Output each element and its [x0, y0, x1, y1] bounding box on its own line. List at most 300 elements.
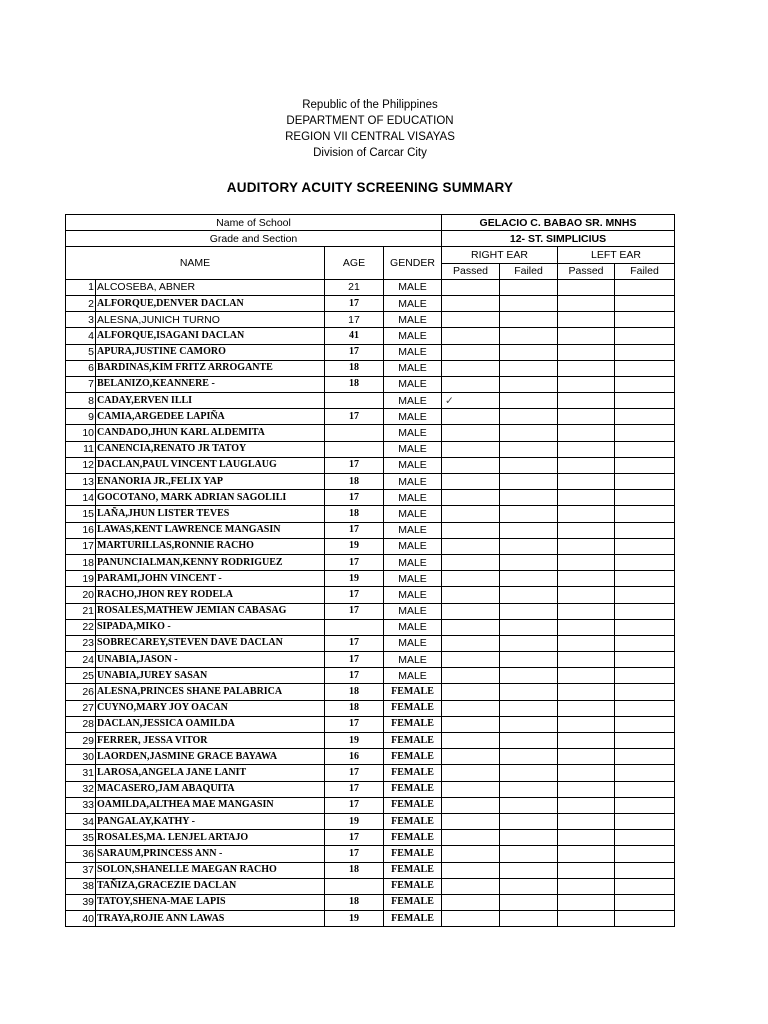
- student-gender: FEMALE: [384, 749, 442, 765]
- student-row: [66, 295, 675, 311]
- row-number: 33: [66, 797, 96, 813]
- student-gender: MALE: [384, 279, 442, 295]
- student-name: RACHO,JHON REY RODELA: [96, 587, 325, 603]
- right-ear-passed-cell: [442, 328, 500, 344]
- left-ear-failed-cell: [615, 376, 675, 392]
- student-row: [66, 554, 675, 570]
- student-age: 17: [325, 603, 384, 619]
- document-title: AUDITORY ACUITY SCREENING SUMMARY: [226, 180, 514, 195]
- left-passed-header: Passed: [558, 263, 615, 279]
- header-division: Division of Carcar City: [313, 147, 427, 159]
- age-header: AGE: [325, 247, 384, 279]
- left-ear-passed-cell: [558, 554, 615, 570]
- student-age: 18: [325, 684, 384, 700]
- left-ear-passed-cell: [558, 506, 615, 522]
- student-row: [66, 490, 675, 506]
- student-gender: MALE: [384, 538, 442, 554]
- left-ear-failed-cell: [615, 409, 675, 425]
- left-ear-passed-cell: [558, 522, 615, 538]
- student-row: [66, 474, 675, 490]
- right-ear-failed-cell: [500, 571, 558, 587]
- left-ear-passed-cell: [558, 894, 615, 910]
- student-name: OAMILDA,ALTHEA MAE MANGASIN: [96, 797, 325, 813]
- student-row: [66, 522, 675, 538]
- student-name: TAÑIZA,GRACEZIE DACLAN: [96, 878, 325, 894]
- row-number: 5: [66, 344, 96, 360]
- student-age: 17: [325, 409, 384, 425]
- left-ear-failed-cell: [615, 862, 675, 878]
- student-name: PARAMI,JOHN VINCENT -: [96, 571, 325, 587]
- student-name: ROSALES,MA. LENJEL ARTAJO: [96, 830, 325, 846]
- right-ear-passed-cell: [442, 652, 500, 668]
- right-ear-passed-cell: [442, 813, 500, 829]
- left-ear-failed-cell: [615, 393, 675, 409]
- student-gender: MALE: [384, 360, 442, 376]
- student-name: FERRER, JESSA VITOR: [96, 733, 325, 749]
- student-gender: FEMALE: [384, 894, 442, 910]
- student-age: 17: [325, 554, 384, 570]
- student-age: 17: [325, 652, 384, 668]
- row-number: 2: [66, 295, 96, 311]
- left-ear-passed-cell: [558, 360, 615, 376]
- right-ear-failed-cell: [500, 295, 558, 311]
- student-gender: MALE: [384, 619, 442, 635]
- student-gender: FEMALE: [384, 862, 442, 878]
- student-gender: MALE: [384, 603, 442, 619]
- left-ear-passed-cell: [558, 781, 615, 797]
- student-age: 19: [325, 733, 384, 749]
- section-value: 12- ST. SIMPLICIUS: [442, 231, 675, 247]
- student-row: [66, 457, 675, 473]
- right-ear-header: RIGHT EAR: [442, 247, 558, 263]
- row-number: 12: [66, 457, 96, 473]
- right-ear-passed-cell: [442, 279, 500, 295]
- row-number: 37: [66, 862, 96, 878]
- student-row: [66, 425, 675, 441]
- student-gender: MALE: [384, 344, 442, 360]
- right-ear-passed-cell: [442, 911, 500, 927]
- student-gender: MALE: [384, 457, 442, 473]
- student-gender: MALE: [384, 652, 442, 668]
- student-name: BARDINAS,KIM FRITZ ARROGANTE: [96, 360, 325, 376]
- left-ear-passed-cell: [558, 668, 615, 684]
- left-ear-failed-cell: [615, 490, 675, 506]
- student-gender: MALE: [384, 506, 442, 522]
- row-number: 19: [66, 571, 96, 587]
- right-ear-passed-cell: [442, 700, 500, 716]
- right-ear-failed-cell: [500, 846, 558, 862]
- right-ear-passed-cell: [442, 312, 500, 328]
- student-age: 17: [325, 765, 384, 781]
- student-name: APURA,JUSTINE CAMORO: [96, 344, 325, 360]
- right-ear-passed-cell: [442, 765, 500, 781]
- row-number: 25: [66, 668, 96, 684]
- left-ear-passed-cell: [558, 765, 615, 781]
- student-row: [66, 781, 675, 797]
- student-age: 18: [325, 894, 384, 910]
- row-number: 39: [66, 894, 96, 910]
- student-age: 17: [325, 846, 384, 862]
- student-name: MACASERO,JAM ABAQUITA: [96, 781, 325, 797]
- student-row: [66, 813, 675, 829]
- left-ear-passed-cell: [558, 376, 615, 392]
- right-ear-passed-cell: [442, 425, 500, 441]
- left-ear-passed-cell: [558, 587, 615, 603]
- student-age: 18: [325, 506, 384, 522]
- left-ear-failed-cell: [615, 603, 675, 619]
- left-ear-passed-cell: [558, 538, 615, 554]
- student-gender: FEMALE: [384, 797, 442, 813]
- header-department: DEPARTMENT OF EDUCATION: [286, 115, 454, 127]
- student-row: [66, 700, 675, 716]
- row-number: 22: [66, 619, 96, 635]
- left-ear-passed-cell: [558, 635, 615, 651]
- student-name: GOCOTANO, MARK ADRIAN SAGOLILI: [96, 490, 325, 506]
- left-ear-passed-cell: [558, 813, 615, 829]
- right-ear-passed-cell: [442, 830, 500, 846]
- student-age: 17: [325, 312, 384, 328]
- student-age: 18: [325, 360, 384, 376]
- student-gender: FEMALE: [384, 716, 442, 732]
- right-ear-failed-cell: [500, 878, 558, 894]
- student-age: 17: [325, 797, 384, 813]
- row-number: 14: [66, 490, 96, 506]
- left-ear-failed-cell: [615, 878, 675, 894]
- student-name: LAORDEN,JASMINE GRACE BAYAWA: [96, 749, 325, 765]
- left-ear-failed-cell: [615, 522, 675, 538]
- left-ear-passed-cell: [558, 700, 615, 716]
- right-failed-header: Failed: [500, 263, 558, 279]
- student-name: ROSALES,MATHEW JEMIAN CABASAG: [96, 603, 325, 619]
- right-ear-passed-cell: ✓: [442, 393, 500, 409]
- student-name: UNABIA,JUREY SASAN: [96, 668, 325, 684]
- left-ear-failed-cell: [615, 360, 675, 376]
- right-ear-passed-cell: [442, 441, 500, 457]
- right-ear-passed-cell: [442, 490, 500, 506]
- right-ear-failed-cell: [500, 441, 558, 457]
- left-ear-failed-cell: [615, 846, 675, 862]
- student-gender: FEMALE: [384, 684, 442, 700]
- student-age: 17: [325, 781, 384, 797]
- student-gender: FEMALE: [384, 700, 442, 716]
- student-gender: MALE: [384, 522, 442, 538]
- student-name: ALFORQUE,ISAGANI DACLAN: [96, 328, 325, 344]
- right-ear-passed-cell: [442, 587, 500, 603]
- right-ear-failed-cell: [500, 506, 558, 522]
- left-ear-passed-cell: [558, 733, 615, 749]
- student-gender: FEMALE: [384, 911, 442, 927]
- student-row: [66, 571, 675, 587]
- right-ear-failed-cell: [500, 813, 558, 829]
- right-ear-passed-cell: [442, 538, 500, 554]
- student-name: CUYNO,MARY JOY OACAN: [96, 700, 325, 716]
- left-ear-passed-cell: [558, 328, 615, 344]
- student-row: [66, 652, 675, 668]
- row-number: 28: [66, 716, 96, 732]
- student-gender: MALE: [384, 376, 442, 392]
- right-ear-failed-cell: [500, 716, 558, 732]
- row-number: 7: [66, 376, 96, 392]
- right-ear-failed-cell: [500, 425, 558, 441]
- left-ear-passed-cell: [558, 652, 615, 668]
- student-gender: MALE: [384, 554, 442, 570]
- left-ear-failed-cell: [615, 619, 675, 635]
- right-ear-passed-cell: [442, 360, 500, 376]
- left-ear-passed-cell: [558, 312, 615, 328]
- student-row: [66, 279, 675, 295]
- right-ear-failed-cell: [500, 749, 558, 765]
- left-ear-failed-cell: [615, 781, 675, 797]
- school-value: GELACIO C. BABAO SR. MNHS: [442, 215, 675, 231]
- section-row: [66, 231, 675, 247]
- right-ear-passed-cell: [442, 474, 500, 490]
- right-ear-failed-cell: [500, 652, 558, 668]
- right-ear-failed-cell: [500, 328, 558, 344]
- right-ear-failed-cell: [500, 474, 558, 490]
- right-ear-passed-cell: [442, 619, 500, 635]
- student-row: [66, 797, 675, 813]
- header-region: REGION VII CENTRAL VISAYAS: [285, 131, 455, 143]
- right-ear-passed-cell: [442, 733, 500, 749]
- student-age: 18: [325, 474, 384, 490]
- student-name: ALESNA,PRINCES SHANE PALABRICA: [96, 684, 325, 700]
- right-ear-passed-cell: [442, 846, 500, 862]
- student-age: 17: [325, 522, 384, 538]
- right-ear-failed-cell: [500, 360, 558, 376]
- student-row: [66, 749, 675, 765]
- right-ear-failed-cell: [500, 603, 558, 619]
- student-row: [66, 376, 675, 392]
- left-ear-passed-cell: [558, 797, 615, 813]
- student-row: [66, 635, 675, 651]
- student-row: [66, 538, 675, 554]
- right-ear-failed-cell: [500, 538, 558, 554]
- left-ear-failed-cell: [615, 344, 675, 360]
- right-ear-passed-cell: [442, 797, 500, 813]
- student-gender: MALE: [384, 668, 442, 684]
- right-ear-failed-cell: [500, 830, 558, 846]
- row-number: 8: [66, 393, 96, 409]
- left-failed-header: Failed: [615, 263, 675, 279]
- left-ear-failed-cell: [615, 797, 675, 813]
- right-ear-passed-cell: [442, 522, 500, 538]
- row-number: 1: [66, 279, 96, 295]
- left-ear-failed-cell: [615, 684, 675, 700]
- student-age: 18: [325, 700, 384, 716]
- left-ear-failed-cell: [615, 635, 675, 651]
- right-ear-passed-cell: [442, 749, 500, 765]
- student-gender: MALE: [384, 393, 442, 409]
- student-row: [66, 668, 675, 684]
- student-gender: FEMALE: [384, 878, 442, 894]
- left-ear-failed-cell: [615, 652, 675, 668]
- right-ear-passed-cell: [442, 668, 500, 684]
- left-ear-passed-cell: [558, 603, 615, 619]
- student-row: [66, 894, 675, 910]
- left-ear-failed-cell: [615, 716, 675, 732]
- row-number: 13: [66, 474, 96, 490]
- right-ear-passed-cell: [442, 409, 500, 425]
- student-gender: MALE: [384, 441, 442, 457]
- student-age: [325, 441, 384, 457]
- left-ear-failed-cell: [615, 554, 675, 570]
- row-number: 31: [66, 765, 96, 781]
- student-row: [66, 830, 675, 846]
- left-ear-failed-cell: [615, 312, 675, 328]
- row-number: 20: [66, 587, 96, 603]
- student-name: SOBRECAREY,STEVEN DAVE DACLAN: [96, 635, 325, 651]
- row-number: 4: [66, 328, 96, 344]
- right-ear-passed-cell: [442, 344, 500, 360]
- right-ear-failed-cell: [500, 393, 558, 409]
- right-ear-failed-cell: [500, 700, 558, 716]
- student-name: PANGALAY,KATHY -: [96, 813, 325, 829]
- student-age: 17: [325, 457, 384, 473]
- left-ear-failed-cell: [615, 813, 675, 829]
- row-number: 10: [66, 425, 96, 441]
- left-ear-passed-cell: [558, 571, 615, 587]
- column-header-row: [66, 247, 675, 263]
- row-number: 18: [66, 554, 96, 570]
- student-name: DACLAN,PAUL VINCENT LAUGLAUG: [96, 457, 325, 473]
- left-ear-failed-cell: [615, 295, 675, 311]
- student-name: CANENCIA,RENATO JR TATOY: [96, 441, 325, 457]
- right-ear-failed-cell: [500, 554, 558, 570]
- row-number: 38: [66, 878, 96, 894]
- student-name: CANDADO,JHUN KARL ALDEMITA: [96, 425, 325, 441]
- student-name: MARTURILLAS,RONNIE RACHO: [96, 538, 325, 554]
- student-age: 17: [325, 587, 384, 603]
- student-age: [325, 393, 384, 409]
- student-name: DACLAN,JESSICA OAMILDA: [96, 716, 325, 732]
- row-number: 21: [66, 603, 96, 619]
- row-number: 23: [66, 635, 96, 651]
- student-gender: MALE: [384, 490, 442, 506]
- left-ear-failed-cell: [615, 538, 675, 554]
- row-number: 6: [66, 360, 96, 376]
- left-ear-passed-cell: [558, 490, 615, 506]
- student-name: UNABIA,JASON -: [96, 652, 325, 668]
- right-ear-failed-cell: [500, 911, 558, 927]
- right-ear-failed-cell: [500, 781, 558, 797]
- row-number: 32: [66, 781, 96, 797]
- student-age: 21: [325, 279, 384, 295]
- left-ear-passed-cell: [558, 457, 615, 473]
- row-number: 40: [66, 911, 96, 927]
- left-ear-header: LEFT EAR: [558, 247, 675, 263]
- left-ear-passed-cell: [558, 846, 615, 862]
- right-ear-failed-cell: [500, 490, 558, 506]
- right-ear-failed-cell: [500, 312, 558, 328]
- student-name: TRAYA,ROJIE ANN LAWAS: [96, 911, 325, 927]
- student-age: 16: [325, 749, 384, 765]
- student-age: 17: [325, 295, 384, 311]
- left-ear-failed-cell: [615, 506, 675, 522]
- left-ear-failed-cell: [615, 571, 675, 587]
- student-name: ALESNA,JUNICH TURNO: [96, 312, 325, 328]
- right-ear-passed-cell: [442, 506, 500, 522]
- row-number: 36: [66, 846, 96, 862]
- student-row: [66, 441, 675, 457]
- row-number: 16: [66, 522, 96, 538]
- right-ear-passed-cell: [442, 878, 500, 894]
- student-gender: FEMALE: [384, 813, 442, 829]
- student-age: 17: [325, 830, 384, 846]
- student-gender: FEMALE: [384, 765, 442, 781]
- student-gender: MALE: [384, 587, 442, 603]
- left-ear-passed-cell: [558, 749, 615, 765]
- right-ear-passed-cell: [442, 603, 500, 619]
- screening-table: [65, 214, 675, 927]
- student-name: LAROSA,ANGELA JANE LANIT: [96, 765, 325, 781]
- left-ear-passed-cell: [558, 279, 615, 295]
- right-ear-passed-cell: [442, 554, 500, 570]
- student-row: [66, 409, 675, 425]
- student-name: LAÑA,JHUN LISTER TEVES: [96, 506, 325, 522]
- student-age: 17: [325, 668, 384, 684]
- student-age: [325, 878, 384, 894]
- right-ear-failed-cell: [500, 797, 558, 813]
- student-age: 18: [325, 862, 384, 878]
- right-ear-passed-cell: [442, 781, 500, 797]
- right-ear-failed-cell: [500, 635, 558, 651]
- right-ear-failed-cell: [500, 765, 558, 781]
- row-number: 30: [66, 749, 96, 765]
- document-header: [0, 97, 740, 161]
- student-age: [325, 619, 384, 635]
- right-ear-failed-cell: [500, 862, 558, 878]
- student-age: 19: [325, 911, 384, 927]
- right-ear-failed-cell: [500, 457, 558, 473]
- row-number: 17: [66, 538, 96, 554]
- row-number: 27: [66, 700, 96, 716]
- left-ear-passed-cell: [558, 425, 615, 441]
- right-ear-passed-cell: [442, 862, 500, 878]
- right-ear-passed-cell: [442, 716, 500, 732]
- right-ear-failed-cell: [500, 344, 558, 360]
- row-number: 29: [66, 733, 96, 749]
- right-ear-failed-cell: [500, 409, 558, 425]
- left-ear-failed-cell: [615, 749, 675, 765]
- student-age: 19: [325, 571, 384, 587]
- left-ear-passed-cell: [558, 344, 615, 360]
- student-gender: MALE: [384, 635, 442, 651]
- left-ear-passed-cell: [558, 441, 615, 457]
- right-ear-passed-cell: [442, 376, 500, 392]
- student-name: ALFORQUE,DENVER DACLAN: [96, 295, 325, 311]
- left-ear-failed-cell: [615, 700, 675, 716]
- student-row: [66, 862, 675, 878]
- student-gender: MALE: [384, 312, 442, 328]
- right-ear-passed-cell: [442, 684, 500, 700]
- student-gender: MALE: [384, 328, 442, 344]
- student-gender: MALE: [384, 571, 442, 587]
- student-gender: MALE: [384, 425, 442, 441]
- student-name: SARAUM,PRINCESS ANN -: [96, 846, 325, 862]
- student-row: [66, 765, 675, 781]
- student-row: [66, 344, 675, 360]
- right-ear-passed-cell: [442, 571, 500, 587]
- row-number: 9: [66, 409, 96, 425]
- right-ear-failed-cell: [500, 894, 558, 910]
- right-ear-failed-cell: [500, 684, 558, 700]
- student-age: 19: [325, 538, 384, 554]
- left-ear-passed-cell: [558, 409, 615, 425]
- left-ear-failed-cell: [615, 830, 675, 846]
- left-ear-failed-cell: [615, 733, 675, 749]
- left-ear-failed-cell: [615, 279, 675, 295]
- student-row: [66, 360, 675, 376]
